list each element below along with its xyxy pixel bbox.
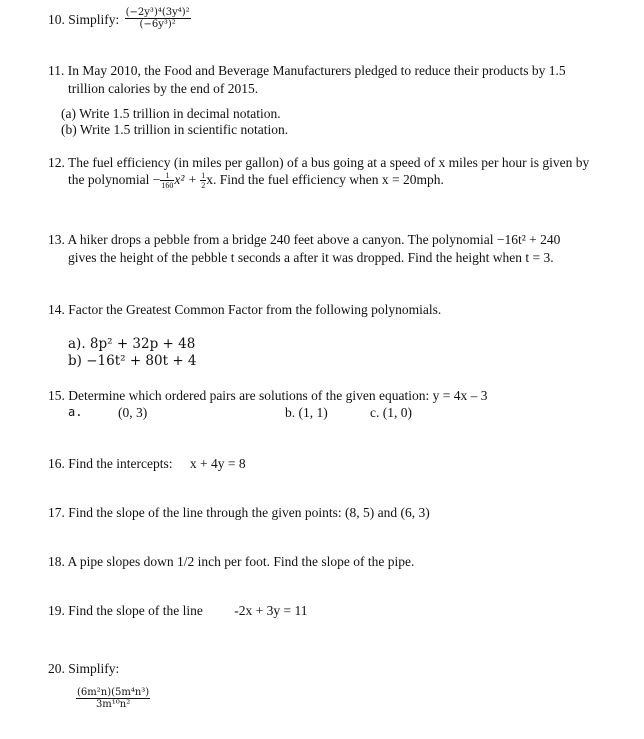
q12-line2 xyxy=(68,172,444,190)
q15-option-b: b. (1, 1) xyxy=(285,405,328,420)
q14-part-a: a). 8p² + 32p + 48 xyxy=(68,336,196,352)
q11-part-a: (a) Write 1.5 trillion in decimal notation. xyxy=(61,106,281,121)
q12-prefix: the polynomial − xyxy=(68,172,161,188)
q12-line1: 12. The fuel efficiency (in miles per gallon) of a bus going at a speed of x miles per hour is given by xyxy=(48,155,590,170)
q20-fraction xyxy=(76,688,150,710)
q10 xyxy=(48,8,191,30)
q14-line1: 14. Factor the Greatest Common Factor from the following polynomials. xyxy=(48,302,442,317)
q16-equation: x + 4y = 8 xyxy=(189,456,246,471)
q12-frac2-num: 1 xyxy=(201,171,206,180)
q17: 17. Find the slope of the line through the given points: (8, 5) and (6, 3) xyxy=(48,505,430,520)
q19-label: 19. Find the slope of the line xyxy=(48,603,203,618)
q11-line1: 11. In May 2010, the Food and Beverage Manufacturers pledged to reduce their products by 1.5 xyxy=(48,63,566,78)
q20-numerator: (6m²n)(5m⁴n³) xyxy=(77,687,150,698)
q15-line1: 15. Determine which ordered pairs are solutions of the given equation: y = 4x – 3 xyxy=(48,388,488,403)
q12-frac1-num: 1 xyxy=(165,171,170,180)
q12-term1: x² + xyxy=(174,172,201,188)
q14-part-b: b) −16t² + 80t + 4 xyxy=(68,353,197,369)
q16-label: 16. Find the intercepts: xyxy=(48,456,173,471)
q16 xyxy=(48,456,246,472)
q20-label: 20. Simplify: xyxy=(48,661,120,676)
q10-fraction xyxy=(125,8,191,30)
q12-frac1-den: 160 xyxy=(161,181,174,190)
q10-label: 10. Simplify: xyxy=(48,12,120,28)
q11-part-b: (b) Write 1.5 trillion in scientific notation. xyxy=(61,122,289,137)
q10-denominator: (−6y³)² xyxy=(125,18,191,30)
q15-option-c: c. (1, 0) xyxy=(370,405,412,420)
q20-frac xyxy=(76,688,150,710)
q19-equation: -2x + 3y = 11 xyxy=(234,603,308,618)
q12-suffix: x. Find the fuel efficiency when x = 20mph. xyxy=(206,172,444,188)
q10-numerator: (−2y³)⁴(3y⁴)² xyxy=(125,7,190,18)
q15-option-a: (0, 3) xyxy=(118,405,148,420)
q12-fraction-1 xyxy=(160,172,174,190)
q18: 18. A pipe slopes down 1/2 inch per foot. Find the slope of the pipe. xyxy=(48,554,415,569)
q13-line2: gives the height of the pebble t seconds a after it was dropped. Find the height when t = 3. xyxy=(68,250,554,265)
q15-option-a-label: a. xyxy=(68,405,83,419)
q20-denominator: 3m¹⁰n² xyxy=(76,698,150,710)
q13-line1: 13. A hiker drops a pebble from a bridge 240 feet above a canyon. The polynomial −16t² + 240 xyxy=(48,232,561,247)
q19 xyxy=(48,603,307,619)
q11-line2: trillion calories by the end of 2015. xyxy=(68,81,259,96)
q12-frac2-den: 2 xyxy=(201,181,206,190)
